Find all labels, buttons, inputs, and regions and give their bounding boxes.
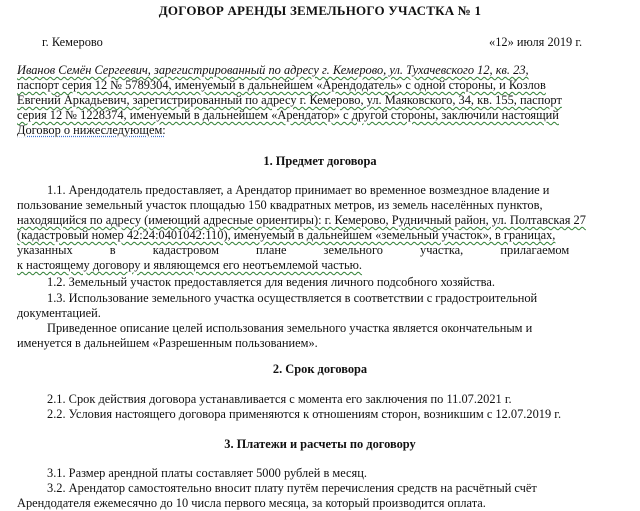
- parties-line: Евгений Аркадьевич, зарегистрированный по адресу г. Кемерово, ул. Маяковского, 34, кв. 155, паспорт: [17, 93, 562, 107]
- contract-city: г. Кемерово: [42, 35, 103, 49]
- clause-line: Арендодателя ежемесячно до 10 числа первого месяца, за который производится оплата.: [17, 496, 486, 510]
- clause-3-1: [17, 466, 622, 481]
- clause-line: 1.2. Земельный участок предоставляется для ведения личного подсобного хозяйства.: [47, 275, 495, 289]
- parties-paragraph: [17, 63, 622, 138]
- clause-line: пользование земельный участок площадью 150 квадратных метров, из земель населённых пунктов,: [17, 198, 543, 212]
- clause-line: (кадастровый номер 42:24:0401042:110), именуемый в дальнейшем «земельный участок», в границах,: [17, 228, 556, 242]
- section-1-heading: 1. Предмет договора: [263, 154, 377, 168]
- clause-line: указанных в кадастровом плане земельного участка, прилагаемом: [17, 243, 570, 257]
- section-2-heading: 2. Срок договора: [272, 362, 368, 376]
- clause-line: находящийся по адресу (имеющий адресные ориентиры): г. Кемерово, Рудничный район, ул. Полтавская 27: [17, 213, 586, 227]
- clause-line: документацией.: [17, 306, 101, 320]
- clause-1-1: [17, 183, 622, 273]
- parties-line: паспорт серия 12 № 5789304, именуемый в дальнейшем «Арендодатель» с одной стороны, и Козлов: [17, 78, 546, 92]
- clause-line: 3.2. Арендатор самостоятельно вносит плату путём перечисления средств на расчётный счёт: [47, 481, 537, 495]
- permitted-use-paragraph: [17, 321, 622, 351]
- clause-1-2: [17, 275, 622, 290]
- clause-line: 1.1. Арендодатель предоставляет, а Арендатор принимает во временное возмездное владение и: [47, 183, 550, 197]
- clause-3-2: [17, 481, 622, 511]
- clause-line: 3.1. Размер арендной платы составляет 5000 рублей в месяц.: [47, 466, 367, 480]
- clause-2-1: [17, 392, 622, 407]
- clause-line: Приведенное описание целей использования земельного участка является окончательным и: [47, 321, 533, 335]
- clause-line: именуется в дальнейшем «Разрешенным пользованием».: [17, 336, 318, 350]
- clause-2-2: [17, 407, 622, 422]
- clause-line: к настоящему договору и являющемся его неотъемлемой частью.: [17, 258, 363, 272]
- clause-line: 2.2. Условия настоящего договора применяются к отношениям сторон, возникшим с 12.07.2019 г.: [47, 407, 562, 421]
- parties-line: Иванов Семён Сергеевич, зарегистрированный по адресу г. Кемерово, ул. Тухачевского 12, кв. 23,: [17, 63, 529, 77]
- parties-line: серия 12 № 1228374, именуемый в дальнейшем «Арендатор» с другой стороны, заключили настоящий: [17, 108, 559, 122]
- section-3-heading: 3. Платежи и расчеты по договору: [224, 437, 416, 451]
- document-title: ДОГОВОР АРЕНДЫ ЗЕМЕЛЬНОГО УЧАСТКА № 1: [158, 3, 482, 18]
- contract-date: «12» июля 2019 г.: [489, 35, 583, 49]
- clause-line: 1.3. Использование земельного участка осуществляется в соответствии с градостроительной: [47, 291, 538, 305]
- clause-1-3: [17, 291, 622, 321]
- clause-line: 2.1. Срок действия договора устанавливается с момента его заключения по 11.07.2021 г.: [47, 392, 512, 406]
- parties-line: Договор о нижеследующем:: [17, 123, 166, 137]
